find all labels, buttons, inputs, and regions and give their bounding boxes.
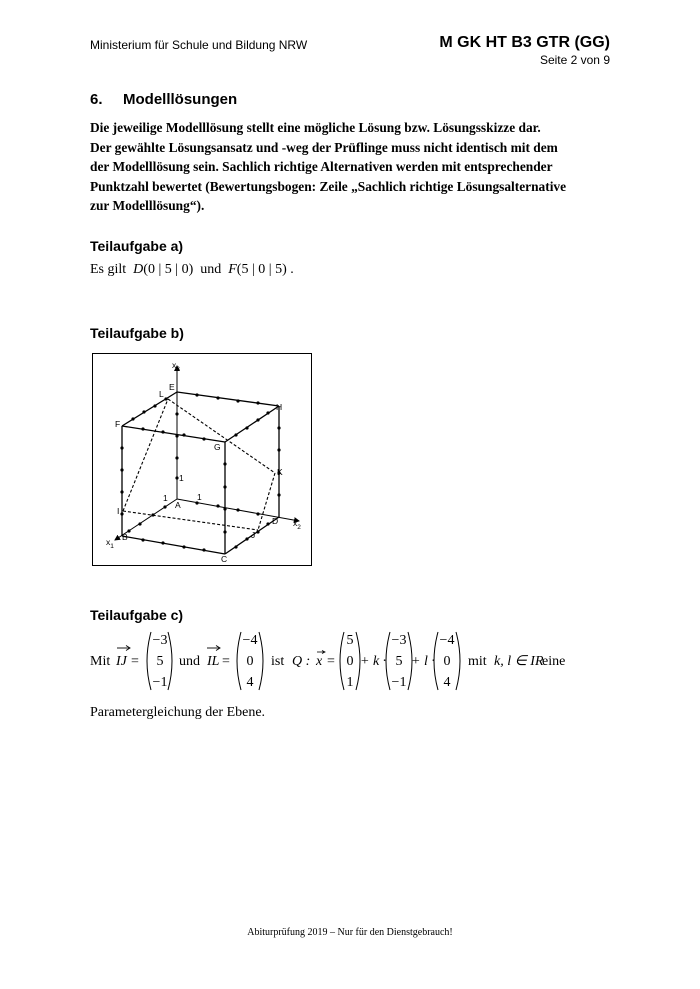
il-component-2: 0 (246, 654, 254, 669)
eq-und: und (179, 654, 200, 669)
eq-equals-2: = (222, 654, 230, 669)
label-d: D (272, 516, 279, 526)
part-a-connector: und (200, 262, 222, 277)
point-d-name: D (133, 262, 144, 277)
plane-cut-lines (123, 399, 275, 530)
dir1-component-3: −1 (391, 675, 407, 690)
label-a: A (175, 500, 181, 510)
eq-mit: Mit (90, 654, 111, 669)
eq-equals-1: = (131, 654, 139, 669)
ij-component-2: 5 (156, 654, 164, 669)
support-component-3: 1 (346, 675, 354, 690)
point-d-coords: (0 | 5 | 0) (143, 262, 194, 277)
eq-eine: eine (542, 654, 566, 669)
eq-parameters: k, l ∈ IR (494, 654, 544, 669)
intro-line: zur Modelllösung“). (90, 198, 205, 213)
part-a-text (90, 262, 294, 278)
label-b: B (122, 532, 128, 542)
label-i: I (117, 506, 120, 516)
part-b-title: Teilaufgabe b) (90, 325, 184, 341)
support-component-1: 5 (346, 633, 354, 648)
part-a-prefix: Es gilt (90, 262, 127, 277)
part-a-title: Teilaufgabe a) (90, 238, 184, 254)
label-e: E (169, 382, 175, 392)
eq-equals-3: = (327, 654, 335, 669)
parametric-equation (88, 628, 588, 694)
label-one-x3: 1 (179, 473, 184, 483)
unit-dots (120, 393, 283, 551)
paren-left (147, 632, 151, 690)
ij-component-3: −1 (152, 675, 168, 690)
intro-line: Die jeweilige Modelllösung stellt eine mögliche Lösung bzw. Lösungsskizze dar. (90, 120, 541, 135)
header-ministry: Ministerium für Schule und Bildung NRW (90, 38, 308, 52)
eq-plus-l: + l · (411, 654, 435, 669)
eq-plus-k: + k · (360, 654, 387, 669)
eq-ist: ist (271, 654, 285, 669)
header-exam-code: M GK HT B3 GTR (GG) (439, 34, 610, 51)
page-footer: Abiturprüfung 2019 – Nur für den Dienstgebrauch! (247, 927, 453, 938)
header-page-number: Seite 2 von 9 (539, 53, 610, 67)
support-component-2: 0 (346, 654, 354, 669)
label-one-x1: 1 (163, 493, 168, 503)
dir2-component-2: 0 (443, 654, 451, 669)
label-one-x2: 1 (197, 492, 202, 502)
dir1-component-1: −3 (391, 633, 407, 648)
vec-ij-name: IJ (116, 654, 127, 669)
ij-component-1: −3 (152, 633, 168, 648)
point-f-name: F (228, 262, 237, 277)
x3-label: $x_3$ (172, 360, 180, 373)
label-h: H (276, 402, 283, 412)
paren-right (168, 632, 172, 690)
x2-label: $x_2$ (293, 518, 301, 531)
cube-edges (122, 392, 279, 554)
label-l: L (159, 389, 164, 399)
label-c: C (221, 554, 228, 564)
part-a-end: . (290, 262, 294, 277)
section-number: 6. (90, 91, 103, 108)
il-component-1: −4 (242, 633, 258, 648)
dir1-component-2: 5 (395, 654, 403, 669)
eq-mit-end: mit (468, 654, 487, 669)
eq-x-vector: x (316, 654, 323, 669)
dir2-component-1: −4 (439, 633, 455, 648)
il-component-3: 4 (246, 675, 254, 690)
section-intro (90, 118, 600, 216)
cube-figure (92, 353, 312, 566)
intro-line: der Modelllösung sein. Sachlich richtige Alternativen werden mit entsprechender (90, 159, 553, 174)
label-k: K (277, 467, 283, 477)
eq-plane-name: Q : (292, 654, 311, 669)
label-j: J (251, 530, 256, 540)
x1-label: $x_1$ (106, 537, 114, 550)
point-f-coords: (5 | 0 | 5) (236, 262, 287, 277)
part-c-last-line: Parametergleichung der Ebene. (90, 705, 266, 720)
label-f: F (115, 419, 121, 429)
label-g: G (214, 442, 221, 452)
part-c-title: Teilaufgabe c) (90, 607, 184, 623)
intro-line: Punktzahl bewertet (Bewertungsbogen: Zeile „Sachlich richtige Lösungsalternative (90, 178, 567, 194)
section-title: Modelllösungen (123, 91, 238, 108)
vec-il-name: IL (207, 654, 220, 669)
cube-diagram (93, 354, 311, 565)
dir2-component-3: 4 (443, 675, 451, 690)
intro-line: Der gewählte Lösungsansatz und -weg der Prüflinge muss nicht identisch mit dem (90, 139, 558, 155)
